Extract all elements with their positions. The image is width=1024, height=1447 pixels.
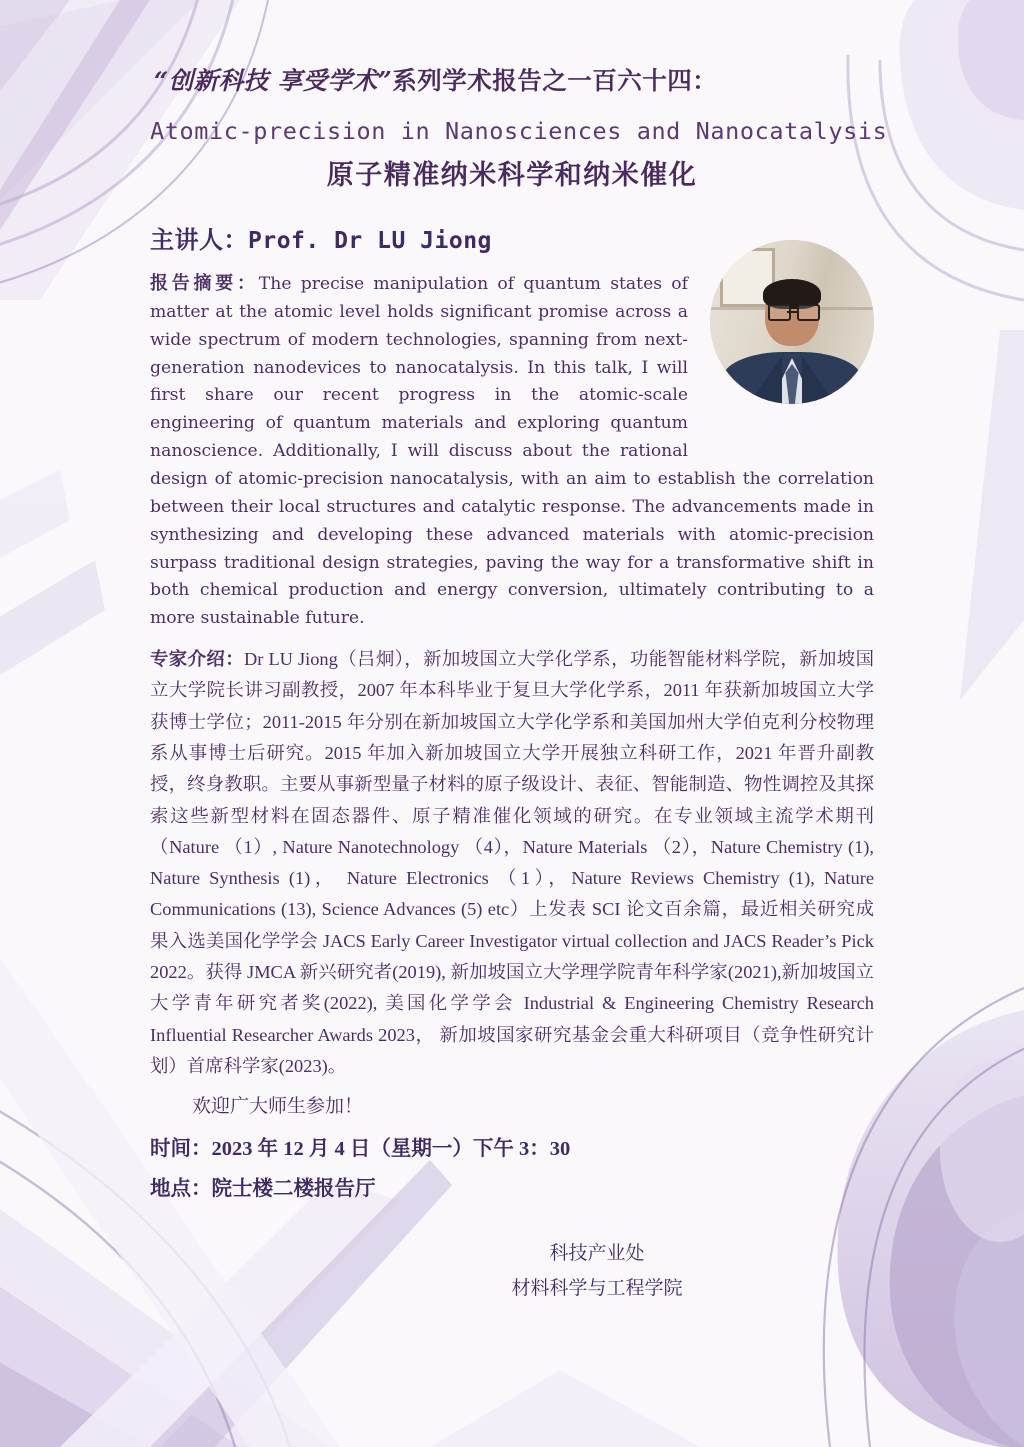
welcome-note: 欢迎广大师生参加！ (192, 1096, 364, 1118)
event-meta (150, 1130, 874, 1210)
event-time: 时间：2023 年 12 月 4 日（星期一）下午 3：30 (150, 1138, 571, 1161)
series-rest: 系列学术报告之一百六十四： (392, 68, 718, 95)
series-heading (154, 62, 874, 97)
signoff-block (150, 1236, 874, 1306)
signoff-line-2: 材料科学与工程学院 (511, 1278, 683, 1300)
speaker-name: Prof. Dr LU Jiong (248, 228, 492, 254)
title-chinese: 原子精准纳米科学和纳米催化 (326, 160, 698, 190)
abstract-text: The precise manipulation of quantum states of matter at the atomic level holds significant promise across a wide spectrum of modern technologies, spanning from next-generation nanodevices to nanocatalysis. In this talk, I will first share our recent progress in the atomic-scale engineering of quantum materials and exploring quantum nanoscience. Additionally, I will discuss about the rational design of atomic-precision nanocatalysis, with an aim to establish the correlation between their local structures and catalytic response. The advancements made in synthesizing and developing these advanced materials with atomic-precision surpass traditional design strategies, paving the way for a transformative shift in both chemical production and energy conversion, ultimately contributing to a more sustainable future. (150, 274, 874, 629)
bio-section (150, 644, 874, 1082)
abstract-label: 报告摘要： (150, 273, 259, 293)
avatar (710, 240, 874, 404)
portrait-glasses-right (797, 304, 820, 321)
event-place: 地点：院士楼二楼报告厅 (150, 1178, 376, 1201)
title-english: Atomic-precision in Nanosciences and Nanocatalysis (150, 117, 888, 145)
bio-text: Dr LU Jiong（吕炯），新加坡国立大学化学系，功能智能材料学院，新加坡国立大学院长讲习副教授，2007 年本科毕业于复旦大学化学系，2011 年获新加坡国立大学获博士学位；2011-2015 年分别在新加坡国立大学化学系和美国加州大学伯克利分校物理系从事博士后研究。2015 年加入新加坡国立大学开展独立科研工作，2021 年晋升副教授，终身教职。主要从事新型量子材料的原子级设计、表征、智能制造、物性调控及其探索这些新型材料在固态器件、原子精准催化领域的研究。在专业领域主流学术期刊（Nature （1）, Nature Nanotechnology （4），Nature Materials （2），Nature Chemistry (1), Nature Synthesis (1)， Nature Electronics （1），Nature Reviews Chemistry (1), Nature Communications (13), Science Advances (5) etc）上发表 SCI 论文百余篇，最近相关研究成果入选美国化学学会 JACS Early Career Investigator virtual collection and JACS Reader’s Pick 2022。获得 JMCA 新兴研究者(2019), 新加坡国立大学理学院青年科学家(2021),新加坡国立大学青年研究者奖(2022), 美国化学学会 Industrial & Engineering Chemistry Research Influential Researcher Awards 2023， 新加坡国家研究基金会重大科研项目（竞争性研究计划）首席科学家(2023)。 (150, 649, 874, 1076)
speaker-label: 主讲人： (150, 228, 248, 254)
portrait-glasses-bridge (787, 311, 797, 313)
signoff-line-1: 科技产业处 (549, 1243, 645, 1265)
portrait-illustration (710, 240, 874, 404)
bio-label: 专家介绍： (150, 649, 245, 670)
series-quoted-title: “创新科技 享受学术” (154, 66, 393, 95)
